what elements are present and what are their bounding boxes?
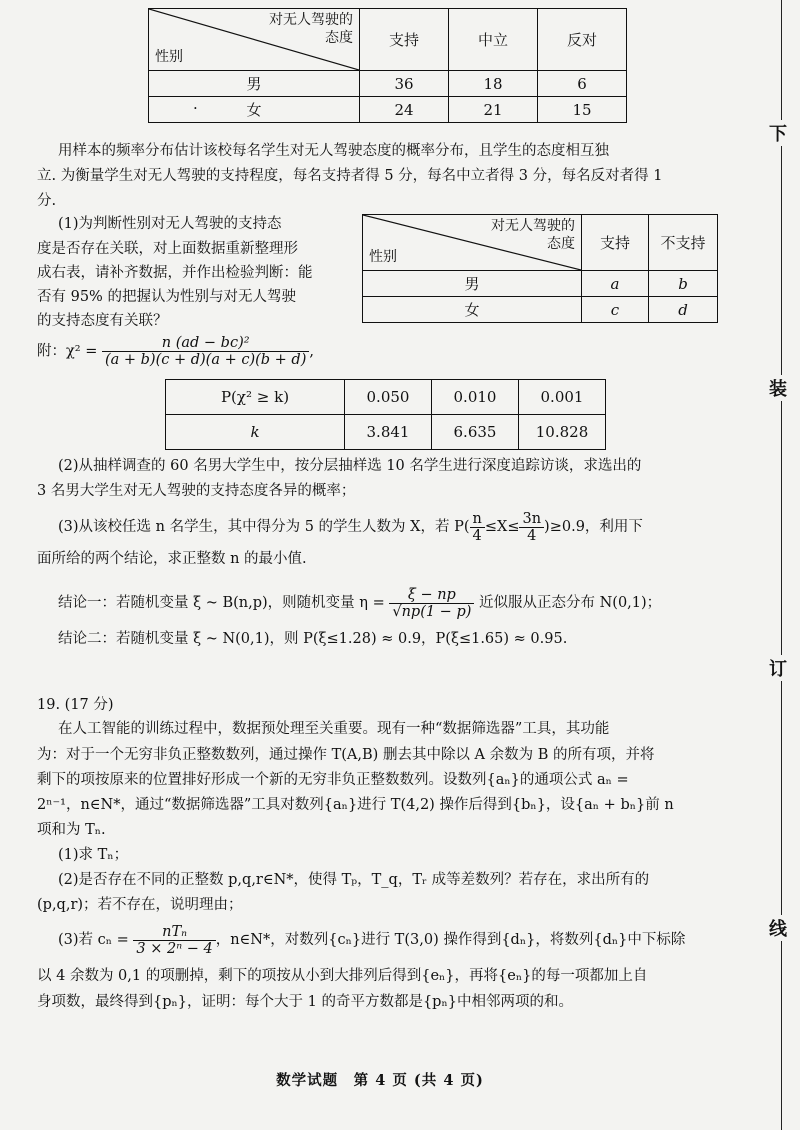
column-header: 支持 bbox=[360, 9, 449, 71]
question-19-line: 在人工智能的训练过程中，数据预处理至关重要。现有一种“数据筛选器”工具，其功能 bbox=[58, 721, 610, 737]
question-1-line: 否有 95% 的把握认为性别与对无人驾驶 bbox=[37, 289, 296, 305]
critical-value-table bbox=[165, 379, 606, 450]
survey-table bbox=[148, 8, 627, 123]
margin-char: 下 bbox=[769, 120, 787, 146]
question-19-part-3: 身项数，最终得到{pₙ}，证明：每个大于 1 的奇平方数都是{pₙ}中相邻两项的和。 bbox=[37, 994, 573, 1010]
margin-char: 装 bbox=[769, 375, 787, 401]
question-2-line: 3 名男大学生对无人驾驶的支持态度各异的概率； bbox=[37, 483, 356, 499]
intro-line: 立. 为衡量学生对无人驾驶的支持程度，每名支持者得 5 分，每名中立者得 3 分，每名反对者得 1 bbox=[37, 168, 663, 184]
question-3-line: (3)从该校任选 n 名学生，其中得分为 5 的学生人数为 X，若 P( $\frac{n}{4}$ ≤X≤ $\frac{3n}{4}$ )≥0.9，利用下 bbox=[58, 510, 643, 544]
question-1-line: 度是否存在关联，对上面数据重新整理形 bbox=[37, 241, 298, 257]
contingency-table bbox=[362, 214, 718, 323]
question-1-line: 成右表，请补齐数据，并作出检验判断：能 bbox=[37, 265, 313, 281]
question-19-title: 19. (17 分) bbox=[37, 697, 114, 713]
conclusion-one: 结论一：若随机变量 ξ ~ B(n,p)，则随机变量 η = $\frac{\xi - np}{√np(1 - p)}$ 近似服从正态分布 N(0,1)； bbox=[58, 586, 662, 620]
question-19-part-3: 以 4 余数为 0,1 的项删掉，剩下的项按从小到大排列后得到{eₙ}，再将{eₙ}的每一项都加上自 bbox=[37, 968, 648, 984]
question-19-part-2: (2)是否存在不同的正整数 p,q,r∈N*，使得 Tₚ，T_q，Tᵣ 成等差数列？若存在，求出所有的 bbox=[58, 872, 650, 888]
table-row: · 女 24 21 15 bbox=[149, 97, 627, 123]
column-header: 反对 bbox=[538, 9, 627, 71]
chi-square-formula: 附：χ² = $\frac{\text{n (ad − bc)²}}{(a + b)(c + d)(a + c)(b + d)}$ , bbox=[37, 335, 314, 368]
table-header-diagonal: 对无人驾驶的 态度 性别 bbox=[363, 215, 582, 271]
question-2-line: (2)从抽样调查的 60 名男大学生中，按分层抽样选 10 名学生进行深度追踪访谈，求选出的 bbox=[58, 458, 642, 474]
question-3-line: 面所给的两个结论，求正整数 n 的最小值. bbox=[37, 551, 307, 567]
table-row: 男 a b bbox=[363, 271, 718, 297]
question-19-part-1: (1)求 Tₙ； bbox=[58, 847, 129, 863]
page-footer: 数学试题 第 4 页 (共 4 页) bbox=[276, 1072, 484, 1089]
binding-margin-line bbox=[781, 0, 782, 1130]
table-row: 男 36 18 6 bbox=[149, 71, 627, 97]
intro-line: 用样本的频率分布估计该校每名学生对无人驾驶态度的概率分布，且学生的态度相互独 bbox=[58, 143, 609, 159]
question-19-line: 2ⁿ⁻¹，n∈N*，通过“数据筛选器”工具对数列{aₙ}进行 T(4,2) 操作后得到{bₙ}，设{aₙ + bₙ}前 n bbox=[37, 797, 674, 813]
column-header: 支持 bbox=[582, 215, 649, 271]
table-row: k 3.841 6.635 10.828 bbox=[166, 415, 606, 450]
conclusion-two: 结论二：若随机变量 ξ ~ N(0,1)，则 P(ξ≤1.28) ≈ 0.9，P(ξ≤1.65) ≈ 0.95. bbox=[58, 631, 568, 647]
table-header-diagonal: 对无人驾驶的 态度 性别 bbox=[149, 9, 360, 71]
margin-char: 订 bbox=[769, 655, 787, 681]
question-19-line: 剩下的项按原来的位置排好形成一个新的无穷非负正整数数列。设数列{aₙ}的通项公式 aₙ = bbox=[37, 772, 629, 788]
margin-char: 线 bbox=[769, 915, 787, 941]
question-19-line: 项和为 Tₙ. bbox=[37, 822, 106, 838]
question-1-line: 的支持态度有关联？ bbox=[37, 313, 168, 329]
column-header: 中立 bbox=[449, 9, 538, 71]
table-row: P(χ² ≥ k) 0.050 0.010 0.001 bbox=[166, 380, 606, 415]
table-row: 女 c d bbox=[363, 297, 718, 323]
question-1-line: (1)为判断性别对无人驾驶的支持态 bbox=[58, 216, 282, 232]
column-header: 不支持 bbox=[649, 215, 718, 271]
question-19-part-3: (3)若 cₙ = $\frac{\text{nTₙ}}{\text{3 × 2ⁿ − 4}}$ ，n∈N*，对数列{cₙ}进行 T(3,0) 操作得到{dₙ}，将数列{dₙ}中下标除 bbox=[58, 923, 686, 957]
question-19-line: 为：对于一个无穷非负正整数数列，通过操作 T(A,B) 删去其中除以 A 余数为 B 的所有项，并将 bbox=[37, 747, 655, 763]
intro-line: 分. bbox=[37, 193, 57, 209]
question-19-part-2: (p,q,r)；若不存在，说明理由； bbox=[37, 897, 243, 913]
